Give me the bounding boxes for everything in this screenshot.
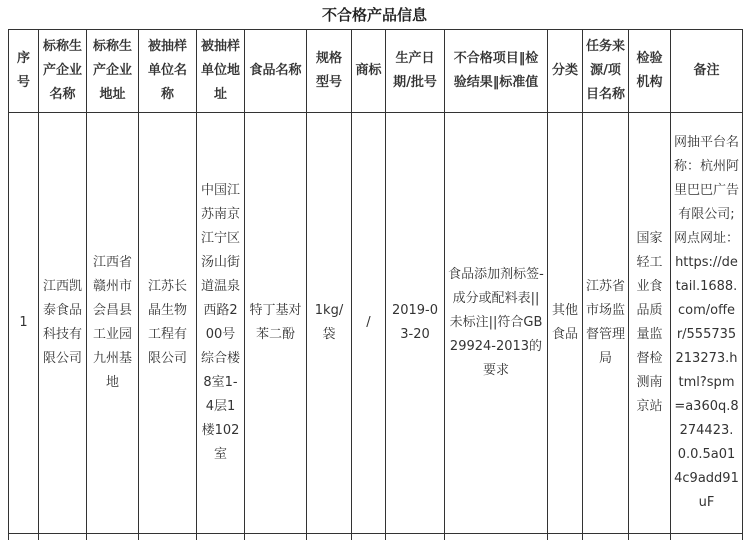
nonconforming-products-table [8,29,743,540]
cell-empty [39,534,87,540]
cell-producer-name: 江西凯泰食品科技有限公司 [39,113,87,534]
col-header-brand: 商标 [352,30,386,113]
cell-sampled-unit-name: 江苏长晶生物工程有限公司 [139,113,197,534]
cell-nonconforming-item: 食品添加剂标签-成分或配料表||未标注||符合GB29924-2013的要求 [445,113,548,534]
col-header-remarks: 备注 [671,30,743,113]
cell-production-date: 2019-03-20 [386,113,445,534]
col-header-nonconforming-item: 不合格项目‖检验结果‖标准值 [445,30,548,113]
remarks-site-url: 网点网址：https://detail.1688.com/offer/555735213273.html?spm=a360q.8274423.0.0.5a014c9add91uF [674,231,740,510]
cell-inspection-agency: 国家轻工业食品质量监督检测南京站 [629,113,671,534]
col-header-spec-model: 规格型号 [307,30,352,113]
table-row [9,113,743,534]
cell-empty [139,534,197,540]
cell-producer-address: 江西省赣州市会昌县工业园九州基地 [87,113,139,534]
cell-empty [87,534,139,540]
cell-sampled-unit-address: 中国江苏南京江宁区汤山街道温泉西路200号综合楼8室1-4层1楼102室 [197,113,245,534]
cell-empty [352,534,386,540]
col-header-category: 分类 [548,30,583,113]
cell-task-source: 江苏省市场监督管理局 [583,113,629,534]
cell-spec-model: 1kg/袋 [307,113,352,534]
col-header-producer-name: 标称生产企业名称 [39,30,87,113]
col-header-producer-address: 标称生产企业地址 [87,30,139,113]
table-row-partial [9,534,743,540]
cell-empty [9,534,39,540]
cell-category: 其他食品 [548,113,583,534]
cell-food-name: 特丁基对苯二酚 [245,113,307,534]
header-row [9,30,743,113]
col-header-production-date: 生产日期/批号 [386,30,445,113]
col-header-inspection-agency: 检验机构 [629,30,671,113]
cell-empty [307,534,352,540]
cell-brand: / [352,113,386,534]
col-header-food-name: 食品名称 [245,30,307,113]
cell-empty [583,534,629,540]
cell-index: 1 [9,113,39,534]
page-title: 不合格产品信息 [321,6,427,24]
cell-empty [197,534,245,540]
remarks-platform-name: 网抽平台名称：杭州阿里巴巴广告有限公司; [674,135,740,222]
col-header-task-source: 任务来源/项目名称 [583,30,629,113]
cell-empty [548,534,583,540]
cell-empty [671,534,743,540]
cell-remarks [671,113,743,534]
cell-empty [245,534,307,540]
col-header-index: 序号 [9,30,39,113]
col-header-sampled-unit-name: 被抽样单位名称 [139,30,197,113]
cell-empty [629,534,671,540]
col-header-sampled-unit-address: 被抽样单位地址 [197,30,245,113]
cell-empty [445,534,548,540]
cell-empty [386,534,445,540]
